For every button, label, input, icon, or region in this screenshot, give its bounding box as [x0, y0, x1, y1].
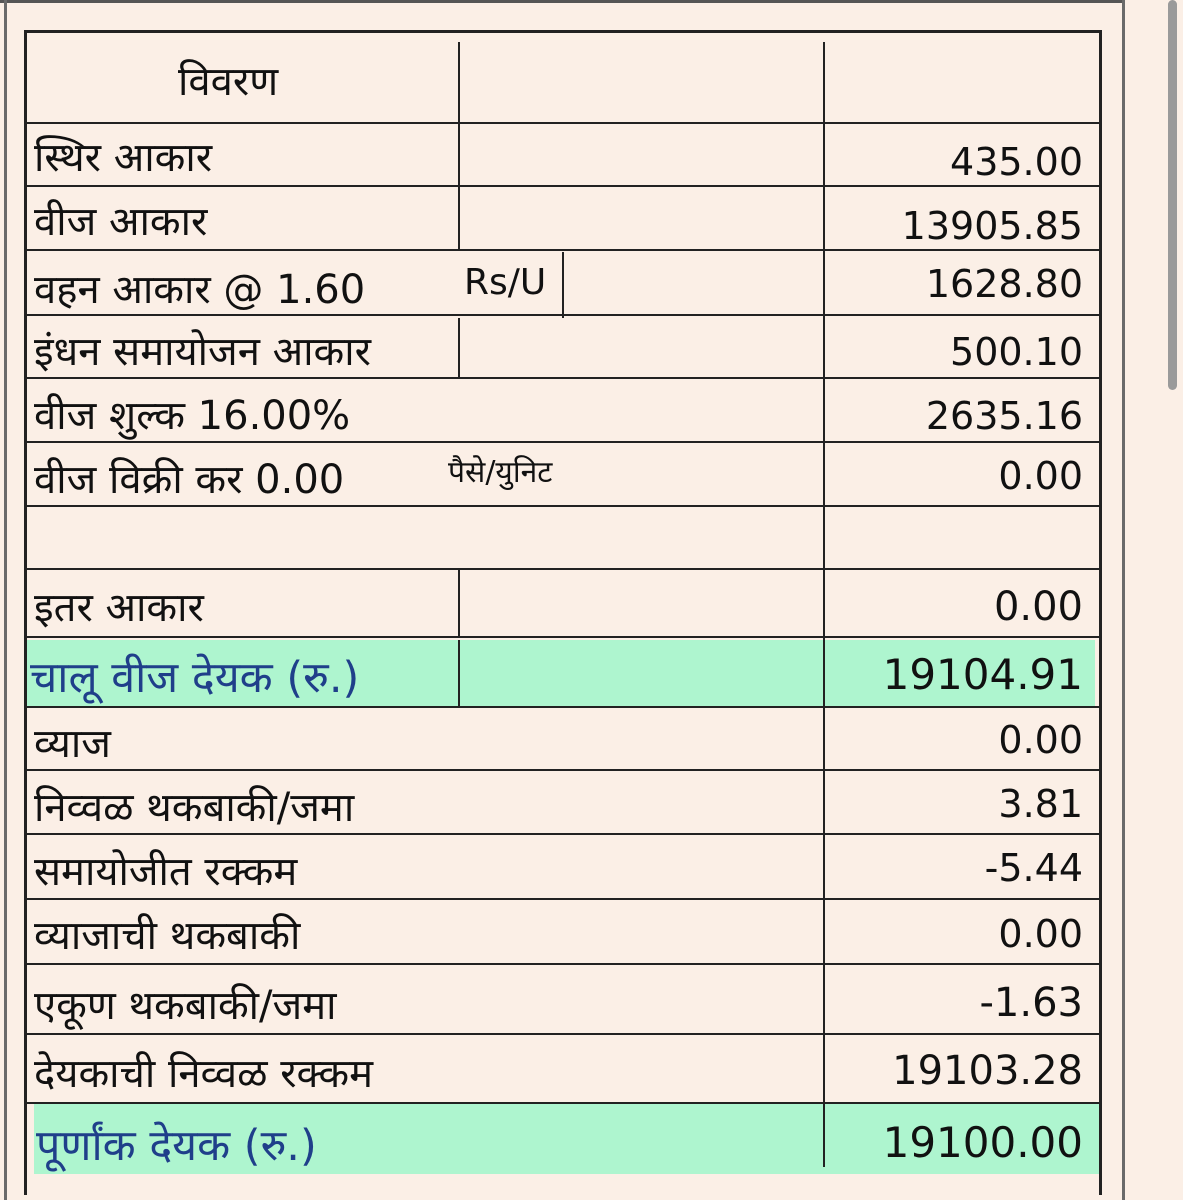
- label-sales-tax: वीज विक्री कर 0.00: [34, 457, 345, 503]
- label-other-charges: इतर आकार: [34, 585, 204, 631]
- column-divider-middle: [458, 640, 460, 706]
- page-frame: [0, 0, 1125, 6]
- row-divider: [26, 963, 1100, 965]
- row-divider: [26, 249, 1100, 251]
- value-interest: 0.00: [998, 718, 1083, 762]
- value-fuel-adjustment: 500.10: [950, 330, 1083, 374]
- label-rounded-bill: पूर्णांक देयक (रु.): [36, 1121, 317, 1171]
- row-divider: [26, 1102, 1100, 1104]
- sales-tax-unit: पैसे/युनिट: [448, 455, 553, 490]
- value-energy-charge: 13905.85: [901, 204, 1083, 248]
- label-fuel-adjustment: इंधन समायोजन आकार: [34, 329, 371, 375]
- row-divider: [26, 505, 1100, 507]
- value-adjusted-amount: -5.44: [984, 846, 1083, 890]
- value-net-arrears: 3.81: [998, 782, 1083, 826]
- label-fixed-charge: स्थिर आकार: [34, 135, 213, 181]
- outer-border-left: [4, 0, 7, 1200]
- row-divider: [26, 568, 1100, 570]
- row-divider: [26, 833, 1100, 835]
- label-net-arrears: निव्वळ थकबाकी/जमा: [34, 785, 355, 831]
- header-description: विवरण: [178, 59, 279, 105]
- label-current-bill: चालू वीज देयक (रु.): [30, 653, 360, 703]
- table-border-top: [24, 30, 1102, 33]
- row-divider: [26, 706, 1100, 708]
- value-total-arrears: -1.63: [979, 980, 1083, 1026]
- column-divider-middle: [458, 42, 460, 250]
- outer-border-right: [1122, 0, 1125, 1200]
- column-divider-value: [823, 42, 825, 1167]
- value-net-bill-amount: 19103.28: [892, 1048, 1083, 1094]
- label-interest: व्याज: [34, 721, 111, 767]
- table-border-right: [1099, 30, 1102, 1195]
- label-electricity-duty: वीज शुल्क 16.00%: [34, 393, 351, 439]
- column-divider-middle: [458, 568, 460, 636]
- value-fixed-charge: 435.00: [950, 140, 1083, 184]
- value-interest-arrears: 0.00: [998, 912, 1083, 956]
- column-divider-middle: [458, 318, 460, 378]
- row-divider: [26, 636, 1100, 638]
- label-total-arrears: एकूण थकबाकी/जमा: [34, 983, 337, 1029]
- column-divider-middle: [562, 252, 564, 318]
- row-divider: [26, 769, 1100, 771]
- value-rounded-bill: 19100.00: [882, 1118, 1083, 1167]
- row-divider: [26, 122, 1100, 124]
- value-wheeling-charge: 1628.80: [925, 262, 1083, 306]
- row-divider: [26, 898, 1100, 900]
- value-electricity-duty: 2635.16: [925, 394, 1083, 438]
- row-divider: [26, 441, 1100, 443]
- value-sales-tax: 0.00: [998, 454, 1083, 498]
- label-energy-charge: वीज आकार: [34, 199, 208, 245]
- label-interest-arrears: व्याजाची थकबाकी: [34, 913, 301, 959]
- row-divider: [26, 377, 1100, 379]
- wheeling-unit: Rs/U: [464, 262, 547, 303]
- table-border-left: [24, 30, 27, 1195]
- scrollbar-thumb[interactable]: [1168, 0, 1177, 390]
- label-wheeling-charge: वहन आकार @ 1.60: [34, 267, 366, 313]
- row-divider: [26, 1033, 1100, 1035]
- row-divider: [26, 185, 1100, 187]
- value-current-bill: 19104.91: [882, 650, 1083, 699]
- label-adjusted-amount: समायोजीत रक्कम: [34, 849, 298, 895]
- label-net-bill-amount: देयकाची निव्वळ रक्कम: [34, 1051, 373, 1097]
- value-other-charges: 0.00: [993, 584, 1083, 630]
